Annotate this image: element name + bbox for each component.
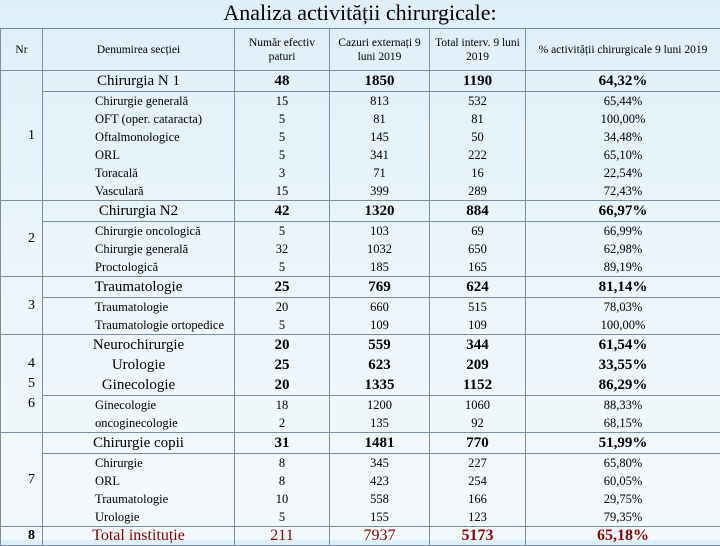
subsection-pct-cell (526, 92, 720, 201)
section-interventions (430, 71, 526, 92)
subsection-cases: 185 (330, 258, 429, 276)
subsection-interventions: 227 (430, 454, 525, 472)
page-title: Analiza activității chirurgicale: (0, 0, 720, 28)
section-name-line: Chirurgia N 1 (43, 71, 234, 91)
subsection-cases: 135 (330, 414, 429, 432)
subsection-interventions: 92 (430, 414, 525, 432)
subsection-name: Chirurgie (95, 454, 234, 472)
subsection-interventions: 222 (430, 146, 525, 164)
section-beds-line: 25 (235, 355, 329, 375)
subsection-cases: 813 (330, 92, 429, 110)
section-interventions-line: 209 (430, 355, 525, 375)
subsection-name: Chirurgie oncologică (95, 222, 234, 240)
subsection-name: Toracală (95, 164, 234, 182)
subsection-cases: 341 (330, 146, 429, 164)
subsection-name: Traumatologie (95, 298, 234, 316)
subsection-interventions: 69 (430, 222, 525, 240)
subsection-cases: 660 (330, 298, 429, 316)
subsection-beds: 5 (235, 128, 329, 146)
section-cases (330, 71, 430, 92)
subsection-beds: 5 (235, 508, 329, 526)
section-nr-value: 1 (21, 126, 42, 146)
section-nr (1, 335, 43, 433)
section-cases-line: 623 (330, 355, 429, 375)
section-pct-line: 81,14% (526, 277, 720, 297)
section-name (43, 433, 235, 454)
subsection-interventions: 254 (430, 472, 525, 490)
total-beds: 211 (235, 527, 330, 546)
subsection-pct: 66,99% (526, 222, 720, 240)
subsection-name: Chirurgie generală (95, 240, 234, 258)
section-name-line: Ginecologie (43, 375, 234, 395)
total-row (1, 527, 720, 546)
subsection-name: OFT (oper. cataracta) (95, 110, 234, 128)
subsection-name: Ginecologie (95, 396, 234, 414)
section-beds-line: 25 (235, 277, 329, 297)
section-pct-line: 61,54% (526, 335, 720, 355)
section-pct (526, 201, 720, 222)
subsection-cases-cell (330, 92, 430, 201)
subsection-group-row (1, 454, 720, 527)
section-cases-line: 1320 (330, 201, 429, 221)
section-nr (1, 201, 43, 277)
subsection-pct: 29,75% (526, 490, 720, 508)
subsection-interventions: 123 (430, 508, 525, 526)
subsection-pct: 100,00% (526, 110, 720, 128)
subsection-pct: 65,44% (526, 92, 720, 110)
section-pct (526, 433, 720, 454)
subsection-cases-cell (330, 298, 430, 335)
section-cases (330, 277, 430, 298)
section-nr-value: 3 (21, 296, 42, 316)
section-cases-line: 1335 (330, 375, 429, 395)
subsection-name: Proctologică (95, 258, 234, 276)
subsection-cases: 423 (330, 472, 429, 490)
section-interventions-line: 884 (430, 201, 525, 221)
subsection-beds-cell (235, 396, 330, 433)
section-beds-line: 20 (235, 375, 329, 395)
section-beds-line: 48 (235, 71, 329, 91)
subsection-beds: 8 (235, 472, 329, 490)
subsection-name: ORL (95, 146, 234, 164)
section-beds (235, 71, 330, 92)
subsection-pct: 68,15% (526, 414, 720, 432)
section-cases-line: 1850 (330, 71, 429, 91)
subsection-pct-cell (526, 298, 720, 335)
section-interventions (430, 277, 526, 298)
subsection-pct: 88,33% (526, 396, 720, 414)
subsection-cases-cell (330, 396, 430, 433)
subsection-name: ORL (95, 472, 234, 490)
section-name-line: Urologie (43, 355, 234, 375)
subsection-pct: 100,00% (526, 316, 720, 334)
subsection-cases: 71 (330, 164, 429, 182)
subsection-cases-cell (330, 454, 430, 527)
subsection-cases: 155 (330, 508, 429, 526)
section-name-line: Neurochirurgie (43, 335, 234, 355)
section-nr-value: 5 (21, 374, 42, 394)
section-nr-value: 2 (21, 229, 42, 249)
section-row (1, 71, 720, 92)
subsection-pct-cell (526, 454, 720, 527)
subsection-pct: 34,48% (526, 128, 720, 146)
section-beds (235, 277, 330, 298)
section-name (43, 71, 235, 92)
subsection-pct: 60,05% (526, 472, 720, 490)
section-name-line: Chirurgie copii (43, 433, 234, 453)
subsection-names (43, 454, 235, 527)
section-nr-value: 7 (21, 470, 42, 490)
subsection-interventions: 166 (430, 490, 525, 508)
section-cases (330, 201, 430, 222)
section-beds (235, 201, 330, 222)
section-cases (330, 335, 430, 396)
subsection-beds: 5 (235, 110, 329, 128)
subsection-cases: 1200 (330, 396, 429, 414)
subsection-beds: 20 (235, 298, 329, 316)
subsection-group-row (1, 222, 720, 277)
subsection-interventions-cell (430, 454, 526, 527)
subsection-names (43, 222, 235, 277)
section-interventions (430, 335, 526, 396)
subsection-cases: 558 (330, 490, 429, 508)
subsection-pct: 79,35% (526, 508, 720, 526)
section-beds-line: 42 (235, 201, 329, 221)
subsection-beds: 5 (235, 258, 329, 276)
subsection-interventions: 165 (430, 258, 525, 276)
section-row (1, 201, 720, 222)
subsection-name: oncoginecologie (95, 414, 234, 432)
header-surgical-activity-pct: % activității chirurgicale 9 luni 2019 (526, 29, 720, 71)
subsection-beds: 10 (235, 490, 329, 508)
subsection-interventions: 289 (430, 182, 525, 200)
section-cases (330, 433, 430, 454)
section-name (43, 201, 235, 222)
section-nr-value: 6 (21, 394, 42, 414)
section-interventions (430, 433, 526, 454)
subsection-beds-cell (235, 298, 330, 335)
subsection-group-row (1, 298, 720, 335)
section-row (1, 335, 720, 396)
subsection-name: Oftalmonologice (95, 128, 234, 146)
subsection-beds: 5 (235, 146, 329, 164)
subsection-pct: 22,54% (526, 164, 720, 182)
subsection-pct-cell (526, 396, 720, 433)
subsection-beds: 18 (235, 396, 329, 414)
subsection-pct-cell (526, 222, 720, 277)
section-pct-line: 66,97% (526, 201, 720, 221)
subsection-cases: 345 (330, 454, 429, 472)
subsection-cases: 109 (330, 316, 429, 334)
subsection-group-row (1, 396, 720, 433)
section-cases-line: 769 (330, 277, 429, 297)
subsection-cases: 103 (330, 222, 429, 240)
subsection-beds: 15 (235, 182, 329, 200)
total-cases: 7937 (330, 527, 430, 546)
subsection-name: Urologie (95, 508, 234, 526)
section-interventions-line: 624 (430, 277, 525, 297)
total-name: Total instituție (43, 527, 235, 546)
subsection-beds: 32 (235, 240, 329, 258)
subsection-cases-cell (330, 222, 430, 277)
subsection-interventions: 515 (430, 298, 525, 316)
section-pct-line: 86,29% (526, 375, 720, 395)
section-interventions-line: 1152 (430, 375, 525, 395)
subsection-pct: 72,43% (526, 182, 720, 200)
section-pct (526, 71, 720, 92)
subsection-name: Chirurgie generală (95, 92, 234, 110)
section-interventions-line: 344 (430, 335, 525, 355)
subsection-interventions: 81 (430, 110, 525, 128)
subsection-cases: 399 (330, 182, 429, 200)
subsection-interventions-cell (430, 222, 526, 277)
section-pct-line: 33,55% (526, 355, 720, 375)
subsection-beds: 5 (235, 222, 329, 240)
section-beds-line: 20 (235, 335, 329, 355)
section-row (1, 277, 720, 298)
section-nr (1, 433, 43, 527)
subsection-names (43, 92, 235, 201)
subsection-cases: 145 (330, 128, 429, 146)
section-nr (1, 277, 43, 335)
section-cases-line: 1481 (330, 433, 429, 453)
section-beds (235, 335, 330, 396)
subsection-pct: 65,80% (526, 454, 720, 472)
section-pct (526, 277, 720, 298)
subsection-beds: 15 (235, 92, 329, 110)
section-pct (526, 335, 720, 396)
subsection-beds: 3 (235, 164, 329, 182)
header-cases: Cazuri externați 9 luni 2019 (330, 29, 430, 71)
section-name-line: Traumatologie (43, 277, 234, 297)
subsection-beds: 2 (235, 414, 329, 432)
subsection-interventions-cell (430, 396, 526, 433)
header-interventions: Total interv. 9 luni 2019 (430, 29, 526, 71)
subsection-beds: 8 (235, 454, 329, 472)
total-interventions: 5173 (430, 527, 526, 546)
subsection-cases: 81 (330, 110, 429, 128)
total-nr: 8 (1, 527, 43, 546)
section-name (43, 335, 235, 396)
section-beds-line: 31 (235, 433, 329, 453)
subsection-beds: 5 (235, 316, 329, 334)
subsection-interventions: 109 (430, 316, 525, 334)
subsection-pct: 62,98% (526, 240, 720, 258)
section-pct-line: 64,32% (526, 71, 720, 91)
header-row (1, 29, 720, 71)
section-interventions-line: 1190 (430, 71, 525, 91)
subsection-interventions-cell (430, 92, 526, 201)
subsection-interventions: 50 (430, 128, 525, 146)
total-pct: 65,18% (526, 527, 720, 546)
subsection-beds-cell (235, 92, 330, 201)
section-pct-line: 51,99% (526, 433, 720, 453)
section-beds (235, 433, 330, 454)
section-cases-line: 559 (330, 335, 429, 355)
subsection-pct: 78,03% (526, 298, 720, 316)
section-nr (1, 71, 43, 201)
subsection-interventions: 16 (430, 164, 525, 182)
subsection-names (43, 298, 235, 335)
section-row (1, 433, 720, 454)
header-nr: Nr (1, 29, 43, 71)
section-interventions (430, 201, 526, 222)
subsection-beds-cell (235, 454, 330, 527)
header-section-name: Denumirea secției (43, 29, 235, 71)
subsection-pct: 89,19% (526, 258, 720, 276)
subsection-name: Traumatologie ortopedice (95, 316, 234, 334)
subsection-cases: 1032 (330, 240, 429, 258)
section-nr-value: 4 (21, 354, 42, 374)
subsection-interventions: 1060 (430, 396, 525, 414)
subsection-interventions: 532 (430, 92, 525, 110)
subsection-names (43, 396, 235, 433)
subsection-group-row (1, 92, 720, 201)
section-name (43, 277, 235, 298)
subsection-name: Vasculară (95, 182, 234, 200)
subsection-interventions-cell (430, 298, 526, 335)
subsection-beds-cell (235, 222, 330, 277)
subsection-pct: 65,10% (526, 146, 720, 164)
surgical-activity-table (0, 28, 720, 546)
section-interventions-line: 770 (430, 433, 525, 453)
header-beds: Număr efectiv paturi (235, 29, 330, 71)
section-name-line: Chirurgia N2 (43, 201, 234, 221)
subsection-interventions: 650 (430, 240, 525, 258)
subsection-name: Traumatologie (95, 490, 234, 508)
